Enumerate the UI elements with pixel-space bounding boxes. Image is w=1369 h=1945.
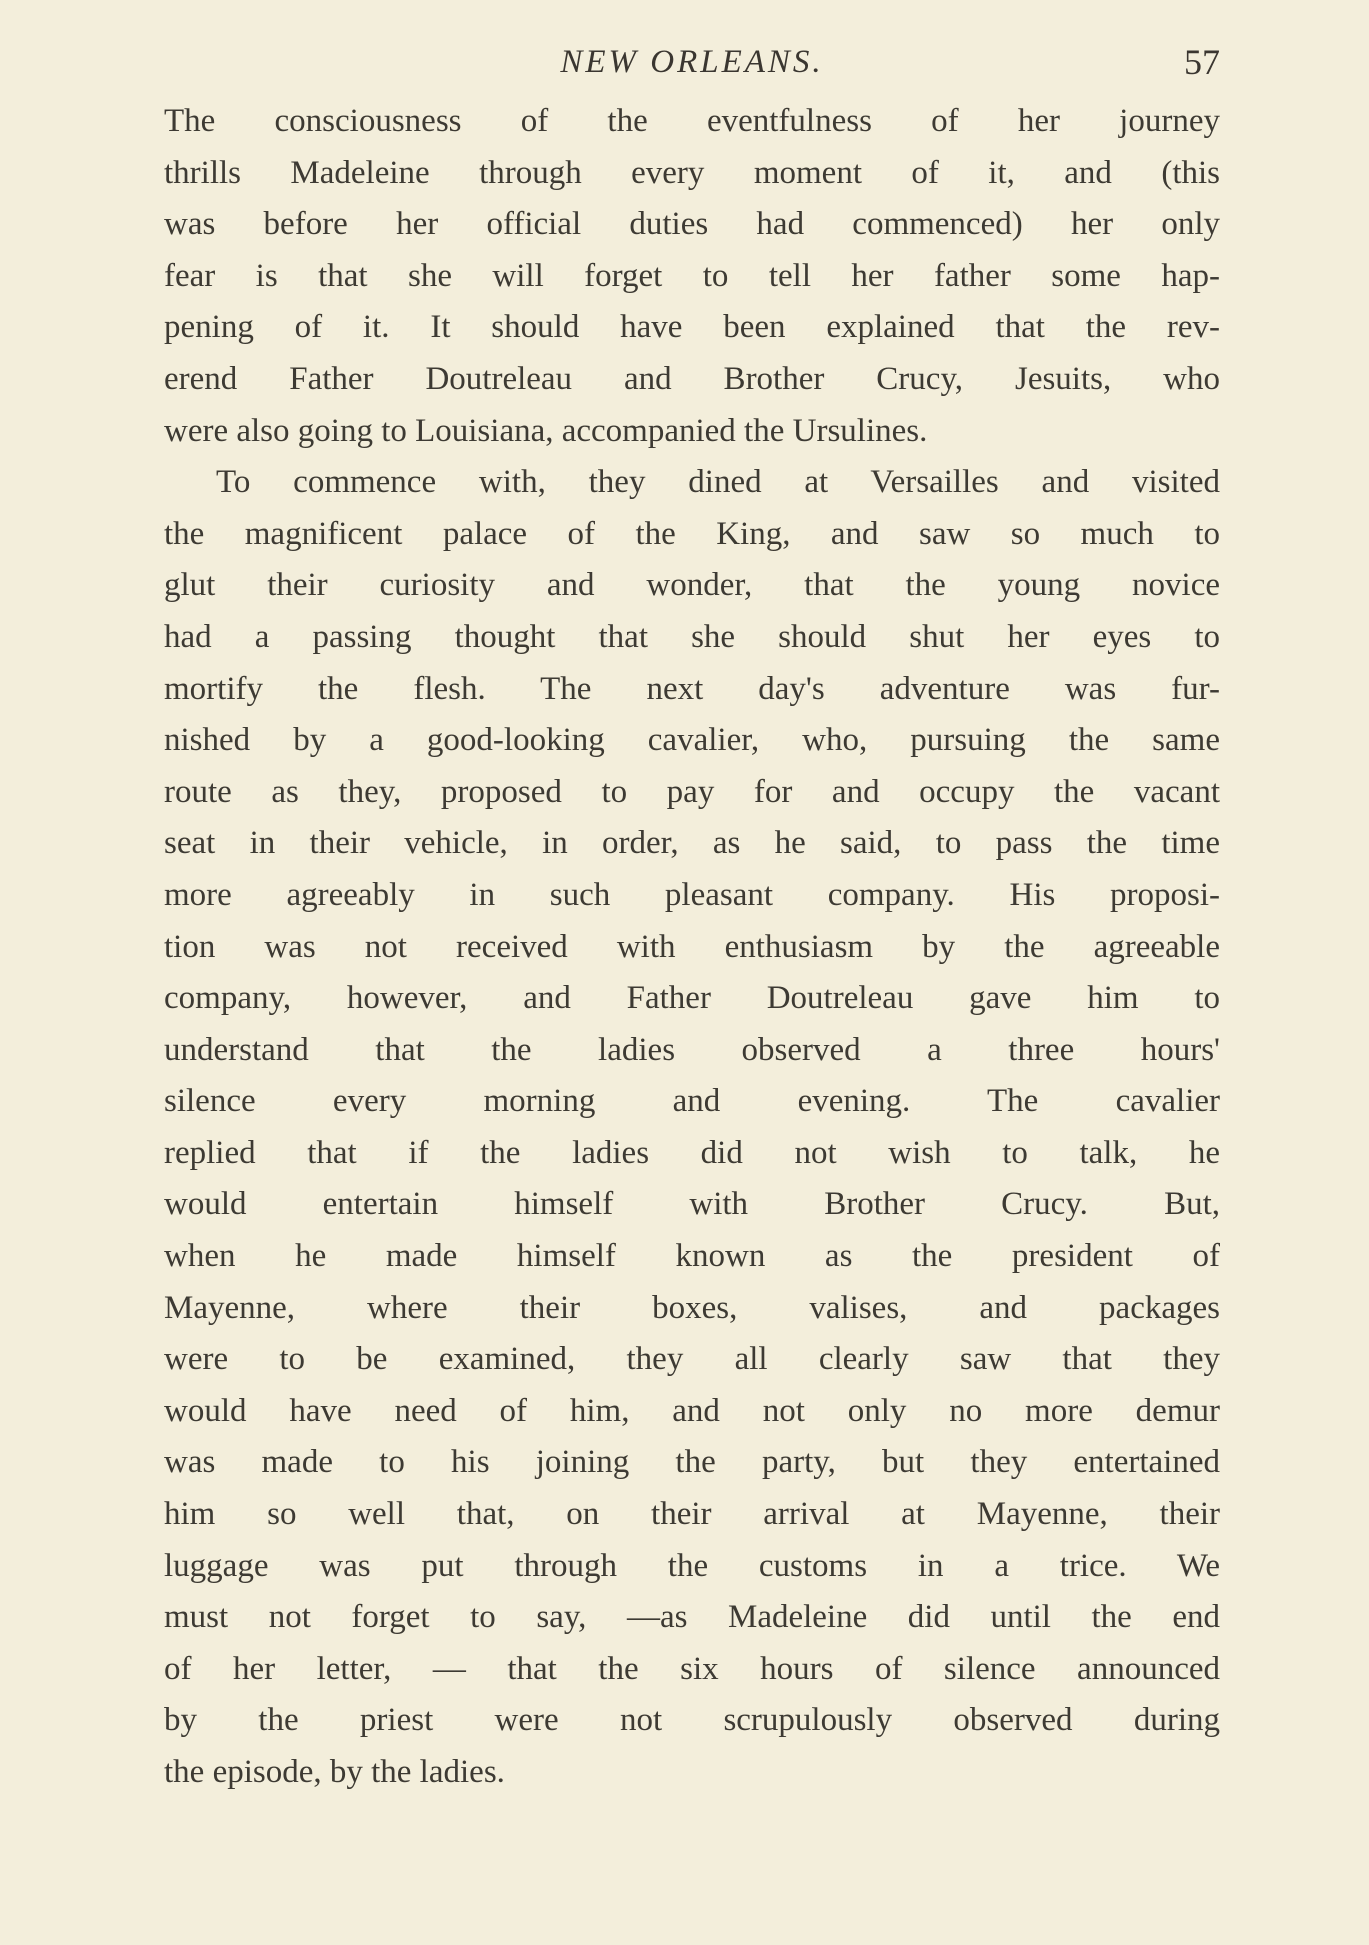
text-line: glut their curiosity and wonder, that the young novice — [164, 567, 1220, 604]
text-line: understand that the ladies observed a three hours' — [164, 1031, 1220, 1068]
text-line: pening of it. It should have been explained that the rev- — [164, 309, 1220, 346]
text-line: of her letter, — that the six hours of silence announced — [164, 1650, 1220, 1687]
text-line: mortify the flesh. The next day's adventure was fur- — [164, 670, 1220, 707]
text-line: would entertain himself with Brother Crucy. But, — [164, 1186, 1220, 1223]
text-line: was before her official duties had commenced) her only — [164, 206, 1220, 243]
text-line: fear is that she will forget to tell her father some hap- — [164, 257, 1220, 294]
text-line: the episode, by the ladies. — [164, 1754, 505, 1790]
text-line: was made to his joining the party, but they entertained — [164, 1444, 1220, 1481]
text-line: To commence with, they dined at Versailles and visited — [216, 464, 1220, 501]
text-line: would have need of him, and not only no more demur — [164, 1392, 1220, 1429]
text-line: him so well that, on their arrival at Mayenne, their — [164, 1496, 1220, 1533]
text-line: luggage was put through the customs in a trice. We — [164, 1547, 1220, 1584]
text-line: had a passing thought that she should shut her eyes to — [164, 618, 1220, 655]
text-line: silence every morning and evening. The cavalier — [164, 1083, 1220, 1120]
text-line: were also going to Louisiana, accompanied the Ursulines. — [164, 412, 928, 449]
running-head — [164, 38, 1220, 98]
page-number: 57 — [1184, 42, 1220, 82]
text-line: were to be examined, they all clearly saw that they — [164, 1341, 1220, 1378]
text-line: by the priest were not scrupulously observed during — [164, 1702, 1220, 1739]
text-line: thrills Madeleine through every moment of it, and (this — [164, 154, 1220, 191]
text-line: company, however, and Father Doutreleau gave him to — [164, 980, 1220, 1017]
text-line: route as they, proposed to pay for and occupy the vacant — [164, 773, 1220, 810]
text-line: erend Father Doutreleau and Brother Crucy, Jesuits, who — [164, 360, 1220, 397]
text-line: the magnificent palace of the King, and saw so much to — [164, 515, 1220, 552]
text-line: must not forget to say, —as Madeleine did until the end — [164, 1599, 1220, 1636]
running-head-title: NEW ORLEANS. — [560, 44, 824, 80]
text-line: nished by a good-looking cavalier, who, pursuing the same — [164, 722, 1220, 759]
text-line: Mayenne, where their boxes, valises, and packages — [164, 1289, 1220, 1326]
text-line: replied that if the ladies did not wish to talk, he — [164, 1134, 1220, 1171]
paragraph-2 — [164, 457, 1220, 1798]
text-line: tion was not received with enthusiasm by the agreeable — [164, 928, 1220, 965]
text-line: seat in their vehicle, in order, as he said, to pass the time — [164, 825, 1220, 862]
text-line: more agreeably in such pleasant company. His proposi- — [164, 876, 1220, 913]
body-text — [164, 96, 1220, 1799]
text-line: when he made himself known as the president of — [164, 1238, 1220, 1275]
text-line: The consciousness of the eventfulness of her journey — [164, 103, 1220, 139]
paragraph-1 — [164, 96, 1220, 457]
